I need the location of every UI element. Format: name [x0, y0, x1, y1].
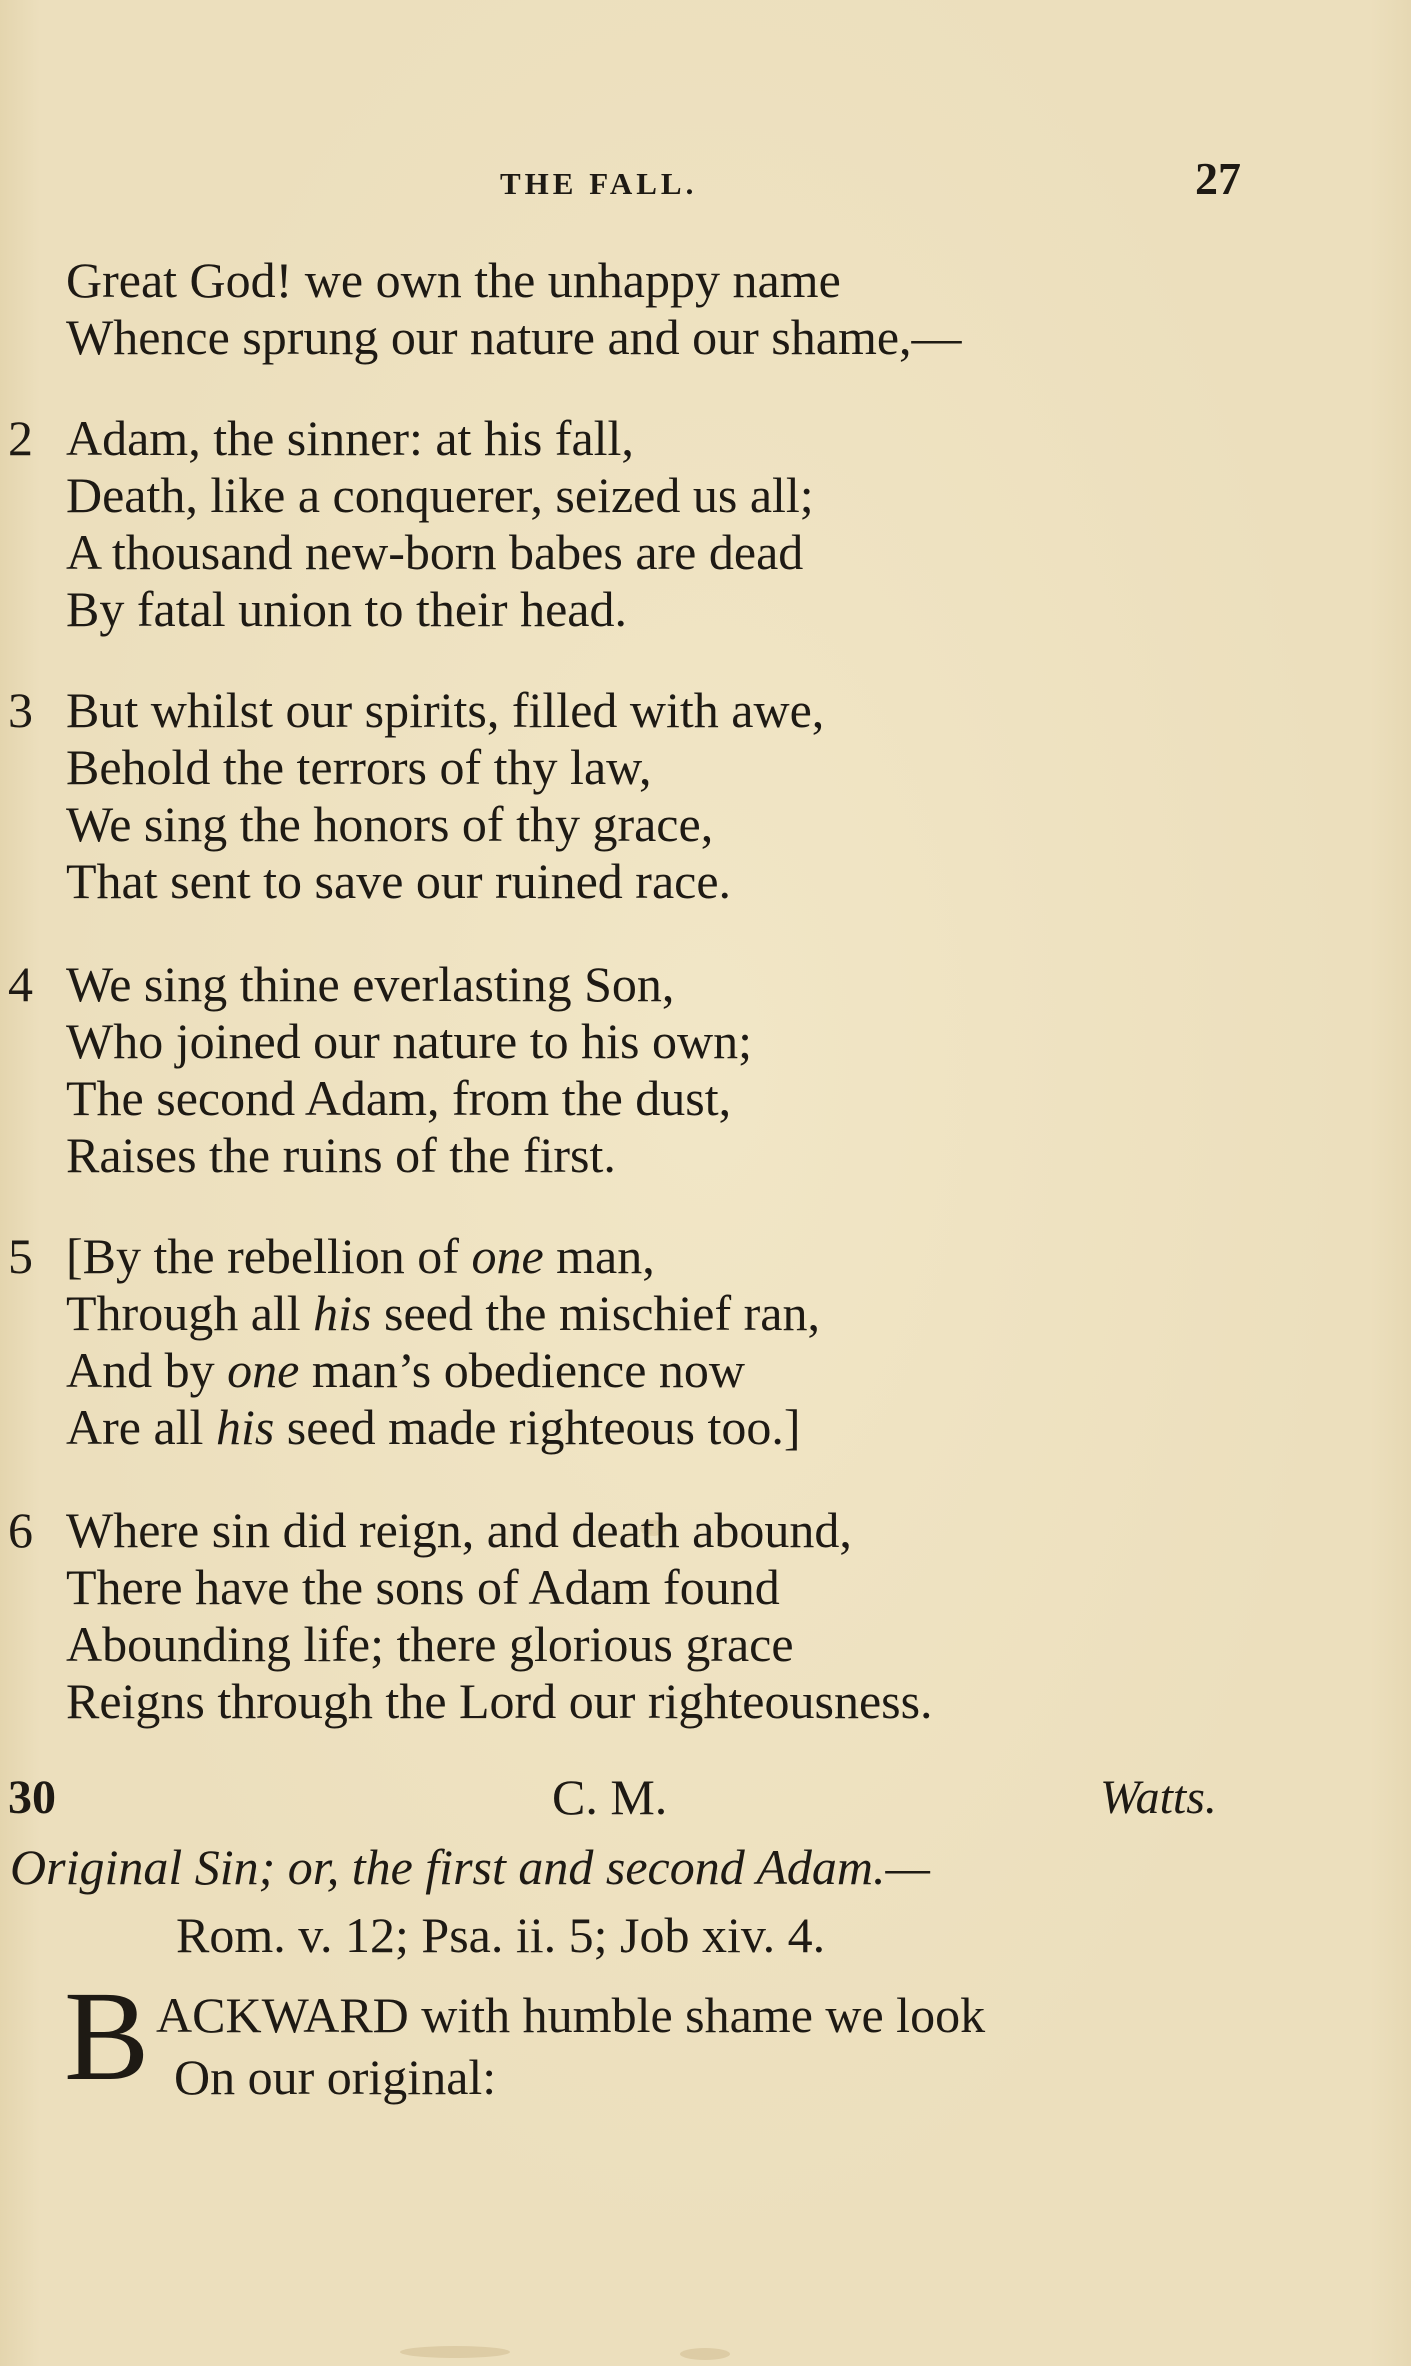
verse-line: Abounding life; there glorious grace	[66, 1616, 794, 1672]
verse-line: But whilst our spirits, filled with awe,	[66, 682, 825, 738]
verse-line: There have the sons of Adam found	[66, 1559, 780, 1615]
hymn-author: Watts.	[1100, 1771, 1217, 1824]
verse-line: And by one man’s obedience now	[66, 1342, 746, 1398]
hymn-number: 30	[8, 1771, 56, 1824]
verse-line: Where sin did reign, and death abound,	[66, 1502, 852, 1558]
hymn-subtitle: Original Sin; or, the first and second Adam.—	[10, 1839, 930, 1895]
verse-line: That sent to save our ruined race.	[66, 853, 732, 909]
verse-line: Whence sprung our nature and our shame,—	[66, 309, 962, 365]
verse-line: Through all his seed the mischief ran,	[66, 1285, 820, 1341]
running-header: THE FALL.	[500, 166, 698, 201]
verse-line: Great God! we own the unhappy name	[66, 252, 841, 308]
page-number: 27	[1195, 153, 1241, 204]
verse-number: 5	[8, 1228, 33, 1284]
verse-line: Who joined our nature to his own;	[66, 1013, 752, 1069]
drop-cap: B	[64, 1965, 150, 2107]
verse-number: 2	[8, 410, 33, 466]
verse-line: We sing thine everlasting Son,	[66, 956, 675, 1012]
verse-line: Raises the ruins of the first.	[66, 1127, 616, 1183]
verse-line: We sing the honors of thy grace,	[66, 796, 714, 852]
verse-line: Adam, the sinner: at his fall,	[66, 410, 634, 466]
verse-line: Behold the terrors of thy law,	[66, 739, 652, 795]
paper-stain	[680, 2348, 730, 2360]
verse-line: [By the rebellion of one man,	[66, 1228, 655, 1284]
verse-line: The second Adam, from the dust,	[66, 1070, 732, 1126]
verse-line: Reigns through the Lord our righteousness.	[66, 1673, 933, 1729]
verse-line: A thousand new-born babes are dead	[66, 524, 804, 580]
verse-number: 4	[8, 956, 33, 1012]
verse-line: Death, like a conquerer, seized us all;	[66, 467, 814, 523]
scripture-references: Rom. v. 12; Psa. ii. 5; Job xiv. 4.	[176, 1907, 826, 1963]
verse-line: On our original:	[174, 2049, 497, 2105]
verse-line: ACKWARD with humble shame we look	[156, 1987, 986, 2043]
verse-number: 6	[8, 1502, 33, 1558]
verse-line: Are all his seed made righteous too.]	[66, 1399, 801, 1455]
verse-line: By fatal union to their head.	[66, 581, 627, 637]
paper-stain	[400, 2346, 510, 2358]
hymn-meter: C. M.	[552, 1769, 668, 1825]
verse-number: 3	[8, 682, 33, 738]
